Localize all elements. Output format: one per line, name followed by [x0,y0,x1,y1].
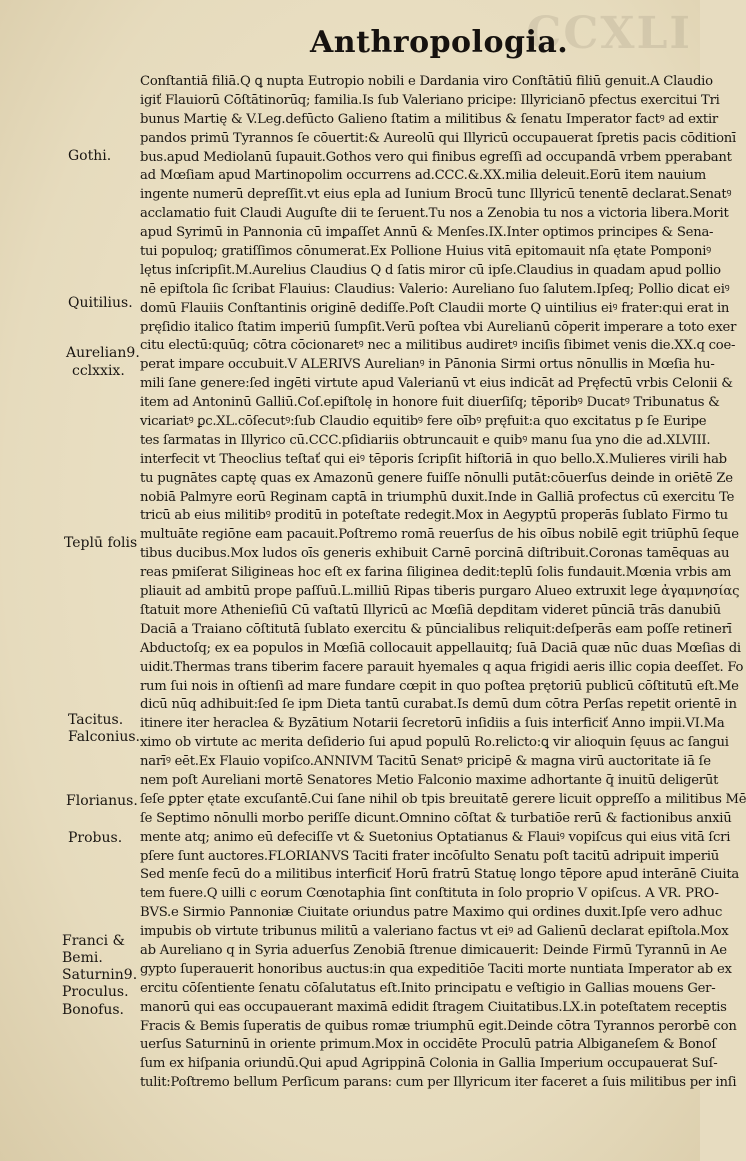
text-line: tibus ducibus.Mox ludos oīs generis exhibuit Carnē porcinā diſtribuit.Coronas tamēquas au [140,546,730,562]
text-line: ab Aureliano q in Syria aduerſus Zenobiā ſtrenue dimicauerit: Deinde Firmū Tyrannū in Ae [140,942,727,958]
text-line: Conſtantiā filiā.Q ꝗ nupta Eutropio nobili e Dardania viro Conſtātiū filiū genuit.A Claudio [140,74,713,89]
text-line: domū Flauiis Conſtantinis originē dediſſe.Poſt Claudii morte Q uintilius eiꝰ frater:qui erat in [140,300,730,316]
text-line: interfecit vt Theoclius teſtať qui eiꝰ tēporis ſcripſit hiſtoriā in quo bello.X.Mulieres virili hab [140,451,727,467]
text-line: rum ſui nois in oſtienſi ad mare fundare cœpit in quo poſtea prętoriū publicū cōſtitutū eſt.Me [140,678,739,694]
text-line: ſum ex hiſpania oriundū.Qui apud Agrippinā Colonia in Gallia Imperium occupauerat Suſ- [140,1056,718,1072]
text-line: tes ſarmatas in Illyrico cū.CCC.pſidiariis obtruncauit e quibꝰ manu ſua yno die ad.XLVIII. [140,432,711,448]
text-line: mili ſane genere:ſed ingēti virtute apud Valerianū vt eius indicāt ad Pręfectū vrbis Celonii & [140,376,733,392]
margin-note: Tacitus. [68,712,124,728]
main-text-block [140,73,746,1093]
text-line: dicū nūq adhibuit:ſed ſe ipm Dieta tantū curabat.Is demū dum cōtra Perſas repetit orientē in [140,697,737,713]
text-line: Daciā a Traiano cōſtitutā ſublato exercitu & pūncialibus reliquit:deſperās eam poſſe retinerī [140,621,732,637]
margin-note: Probus. [68,830,123,846]
text-line: tulit:Poſtremo bellum Perſicum parans: cum per Illyricum iter faceret a ſuis militibus per inſi [140,1075,737,1091]
text-line: pandos primū Tyrannos ſe cōuertit:& Aureolū qui Illyricū occupauerat ſpretis pacis cōditionī [140,130,736,146]
text-line: bunus Martię & V.Leg.defūcto Galieno ſtatim a militibus & ſenatu Imperator factꝰ ad extir [140,111,718,127]
text-line: apud Syrimū in Pannonia cū imꝑaſſet Annū & Menſes.IX.Inter optimos principes & Sena- [140,225,714,241]
text-line: tricū ab eius militibꝰ proditū in poteſtate redegit.Mox in Aegyptū properās ſublato Firmo tu [140,508,728,524]
text-line: vicariatꝰ ꝑc.XL.cōſecutꝰ:ſub Claudio equitibꝰ fere oībꝰ pręfuit:a quo excitatus p ſe Euripe [140,414,707,430]
text-line: mente atq; animo eū defeciſſe vt & Suetonius Optatianus & Flauiꝰ vopiſcus qui eius vitā ſcri [140,829,731,845]
text-line: itinere iter heraclea & Byzātium Notarii ſecretorū inſidiis a ſuis interficiť Anno impii.VI.Ma [140,716,725,732]
text-line: item ad Antoninū Galliū.Coſ.epiſtolę in honore fuit diuerſiſq; tēporibꝰ Ducatꝰ Tribunatus & [140,395,720,411]
margin-note: Quitilius. [68,295,133,311]
text-line: uidit.Thermas trans tiberim facere parauit hyemales q aqua frigidi aeris illic copia deeſſet. Fo [140,659,744,675]
text-line: Fracis & Bemis ſuperatis de quibus romæ triumphū egit.Deinde cōtra Tyrannos perorbē con [140,1018,737,1034]
text-line: Abductoſq; ex ea populos in Mœſiā collocauit appellauitq; ſuā Daciā quæ nūc duas Mœſias di [140,640,741,656]
margin-note: Falconius. [68,729,141,745]
text-line: nē epiſtola ſic ſcribat Flauius: Claudius: Valerio: Aureliano ſuo ſalutem.Ipſeq; Pollio dicat eiꝰ [140,281,730,297]
margin-note: Gothi. [68,148,112,164]
text-line: ad Mœſiam apud Martinopolim occurrens ad.CCC.&.XX.milia deleuit.Eorū item nauium [140,168,707,184]
running-head: Anthropologia. [310,25,569,60]
margin-note: Teplū folis [64,535,138,551]
text-line: perat impare occubuit.V ALERIVS Aurelianꝰ in Pānonia Sirmi ortus nōnullis in Mœſia hu- [140,357,715,373]
text-line: gypto ſuperauerit honoribus auctus:in qua expeditiōe Taciti morte nuntiata Imperator ab ex [140,961,732,977]
text-line: Sed menſe fecū do a militibus interficiť Horū fratrū Statuę longo tēpore apud interānē Ciuita [140,867,740,883]
text-line: citu electū:quūq; cōtra cōcionaretꝰ nec a militibus audiretꝰ inciſis ſibimet venis die.XX.q coe- [140,338,736,354]
margin-note: Florianus. [66,793,138,809]
margin-note: Proculus. [62,984,129,1000]
text-line: nobiā Palmyre eorū Reginam captā in triumphū duxit.Inde in Galliā profectus cū exercitu Te [140,489,735,505]
text-line: impubis ob virtute tribunus militū a valeriano factus vt eiꝰ ad Galienū declarat epiſtola.Mox [140,924,729,940]
text-line: narīꝰ eēt.Ex Flauio vopiſco.ANNIVM Tacitū Senatꝰ pricipē & magna virū auctoritate iā ſe [140,754,711,770]
text-line: reas pmiſerat Siligineas hoc eſt ex farina ſiliginea dedit:teplū ſolis fundauit.Mœnia vrbis am [140,565,732,581]
text-line: nem poſt Aureliani mortē Senatores Metio Falconio maxime adhortante q̄ inuitū deligerūt [140,772,719,788]
text-line: tu pugnātes captę quas ex Amazonū genere fuiſſe nōnulli putāt:cōuerſus deinde in oriētē Ze [140,470,733,486]
text-line: multuāte regiōne eam pacauit.Poſtremo romā reuerſus de his oībus nobilē egit triūphū ſeque [140,527,739,543]
text-line: pſere ſunt auctores.FLORIANVS Taciti frater incōſulto Senatu poſt tacitū adripuit imperiū [140,848,720,864]
text-line: ſtatuit more Athenieſiū Cū vaſtatū Illyricū ac Mœſiā depditam videret pūnciā trās danubiū [140,602,721,618]
text-line: ſe Septimo nōnulli morbo periſſe dicunt.Omnino cōſtat & turbatiōe rerū & factionibus anxiū [140,810,732,826]
text-line: ingente numerū depreſſit.vt eius epla ad Iunium Brocū tunc Illyricū tenentē declarat.Senatꝰ [140,187,732,203]
text-line: tui populoq; gratiſſimos cōnumerat.Ex Pollione Huius vitā epitomauit nſa ętate Pomponiꝰ [140,244,711,260]
text-line: igiť Flauiorū Cōſtātinorūq; familia.Is ſub Valeriano pricipe: Illyricianō pfectus exercitui Tri [140,92,720,108]
bleed-through-text: CCXLI [526,8,692,59]
margin-note: Franci & [62,933,125,949]
text-line: ercitu cōſentiente ſenatu cōſalutatus eſt.Inito principatu e veſtigio in Gallias mouens Ger- [140,980,716,996]
text-line: manorū qui eas occupauerant maximā edidit ſtragem Ciuitatibus.LX.in poteſtatem receptis [140,999,727,1015]
text-line: bus.apud Mediolanū ſupauit.Gothos vero qui finibus egreſſi ad occupandā vrbem pperabant [140,149,732,165]
margin-note: Saturnin9. [62,967,138,983]
text-line: BVS.e Sirmio Pannoniæ Ciuitate oriundus patre Maximo qui ordines duxit.Ipſe vero adhuc [140,905,723,921]
text-line: lętus inſcripſit.M.Aurelius Claudius Q d ſatis miror cū ipſe.Claudius in quadam apud pollio [140,262,721,278]
margin-note: Bemi. [62,950,103,966]
margin-note: Bonofus. [62,1002,124,1018]
margin-note: Aurelian9. [66,345,140,361]
text-line: ximo ob virtute ac merita deſiderio ſui apud populū Ro.relicto:ꝗ vir alioquin ſęuus ac ſangui [140,735,729,751]
text-line: acclamatio fuit Claudi Auguſte dii te ſeruent.Tu nos a Zenobia tu nos a victoria libera.Morit [140,206,729,222]
text-line: uerſus Saturninū in oriente primum.Mox in occidēte Proculū patria Albiganeſem & Bonoſ [140,1037,716,1053]
text-line: ſeſe ꝑpter ętate excuſantē.Cui ſane nihil ob tpis breuitatē gerere licuit oppreſſo a militibus Mē [140,791,746,807]
text-line: pręſidio italico ſtatim imperiū ſumpſit.Verū poſtea vbi Aurelianū cōperit imperare a toto exer [140,319,737,335]
text-line: pliauit ad ambitū prope paſſuū.L.milliū Ripas tiberis purgaro Alueo extruxit lege ἀγαμνησίας [140,584,740,600]
margin-note: cclxxix. [72,363,125,379]
text-line: tem fuere.Q uilli c eorum Cœnotaphia ſint conſtituta in ſolo proprio V opiſcus. A VR. PRO- [140,886,719,902]
